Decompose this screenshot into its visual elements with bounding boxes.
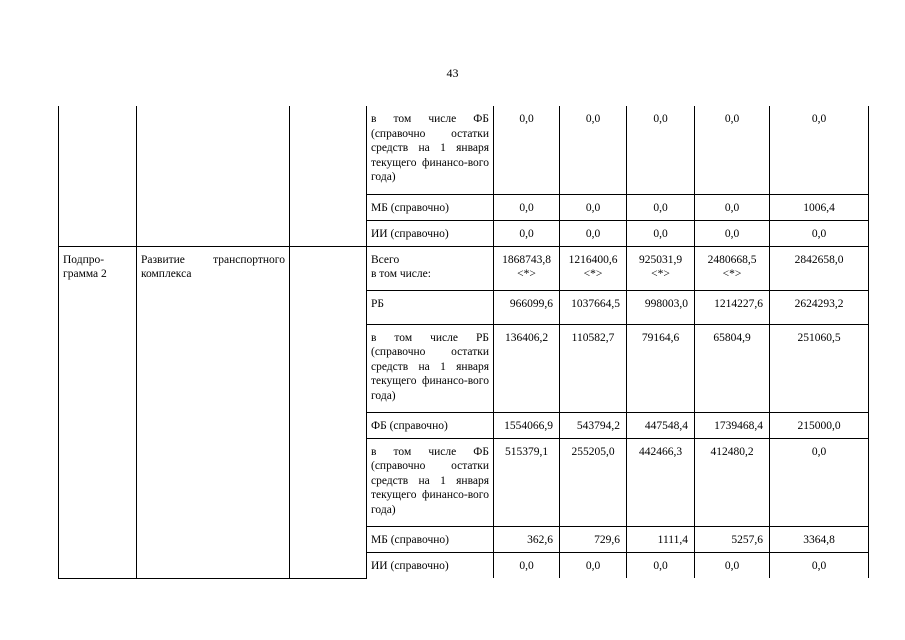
- value-cell-year-2: 0,0: [560, 220, 627, 246]
- value-cell-year-2: 0,0: [560, 194, 627, 220]
- value-cell-year-1: 0,0: [494, 552, 560, 578]
- executor-cell-empty: [290, 106, 367, 246]
- value-cell-year-3: 79164,6: [627, 324, 695, 412]
- value-cell-year-3: 442466,3: [627, 438, 695, 526]
- table-row: [59, 246, 869, 290]
- value-cell-year-1: 1868743,8 <*>: [494, 246, 560, 290]
- description-cell-empty: [137, 106, 290, 246]
- value-cell-year-1: 966099,6: [494, 290, 560, 324]
- value-cell-year-5: 215000,0: [770, 412, 869, 438]
- value-cell-year-5: 2842658,0: [770, 246, 869, 290]
- value-cell-year-1: 136406,2: [494, 324, 560, 412]
- value-cell-year-3: 447548,4: [627, 412, 695, 438]
- value-cell-year-1: 362,6: [494, 526, 560, 552]
- value-cell-year-5: 0,0: [770, 220, 869, 246]
- funding-source-label: ФБ (справочно): [367, 412, 494, 438]
- value-cell-year-4: 0,0: [695, 552, 770, 578]
- value-cell-year-3: 0,0: [627, 552, 695, 578]
- value-cell-year-1: 515379,1: [494, 438, 560, 526]
- value-cell-year-5: 0,0: [770, 552, 869, 578]
- value-cell-year-3: 998003,0: [627, 290, 695, 324]
- value-cell-year-2: 1037664,5: [560, 290, 627, 324]
- funding-source-label: Всего в том числе:: [367, 246, 494, 290]
- subprogram-name: Развитие транспортного комплекса: [137, 246, 290, 578]
- subprogram-label: Подпро- грамма 2: [59, 246, 137, 578]
- value-cell-year-3: 1111,4: [627, 526, 695, 552]
- value-cell-year-5: 251060,5: [770, 324, 869, 412]
- value-cell-year-4: 0,0: [695, 220, 770, 246]
- value-cell-year-2: 543794,2: [560, 412, 627, 438]
- table-row: [59, 106, 869, 194]
- value-cell-year-1: 0,0: [494, 106, 560, 194]
- funding-source-label: в том числе РБ (справочно остатки средств на 1 января текущего финансо-вого года): [367, 324, 494, 412]
- subprogram-cell-empty: [59, 106, 137, 246]
- value-cell-year-3: 925031,9 <*>: [627, 246, 695, 290]
- value-cell-year-2: 0,0: [560, 106, 627, 194]
- value-cell-year-3: 0,0: [627, 194, 695, 220]
- value-cell-year-4: 1739468,4: [695, 412, 770, 438]
- value-cell-year-3: 0,0: [627, 220, 695, 246]
- value-cell-year-5: 0,0: [770, 438, 869, 526]
- funding-source-label: МБ (справочно): [367, 526, 494, 552]
- value-cell-year-1: 1554066,9: [494, 412, 560, 438]
- value-cell-year-4: 0,0: [695, 194, 770, 220]
- funding-source-label: РБ: [367, 290, 494, 324]
- value-cell-year-4: 65804,9: [695, 324, 770, 412]
- value-cell-year-5: 0,0: [770, 106, 869, 194]
- value-cell-year-2: 729,6: [560, 526, 627, 552]
- funding-source-label: ИИ (справочно): [367, 220, 494, 246]
- budget-table: [58, 106, 869, 579]
- value-cell-year-2: 255205,0: [560, 438, 627, 526]
- funding-source-label: в том числе ФБ (справочно остатки средств на 1 января текущего финансо-вого года): [367, 106, 494, 194]
- value-cell-year-4: 1214227,6: [695, 290, 770, 324]
- value-cell-year-4: 0,0: [695, 106, 770, 194]
- value-cell-year-2: 1216400,6 <*>: [560, 246, 627, 290]
- funding-source-label: МБ (справочно): [367, 194, 494, 220]
- value-cell-year-1: 0,0: [494, 194, 560, 220]
- value-cell-year-5: 1006,4: [770, 194, 869, 220]
- value-cell-year-1: 0,0: [494, 220, 560, 246]
- value-cell-year-2: 110582,7: [560, 324, 627, 412]
- value-cell-year-5: 2624293,2: [770, 290, 869, 324]
- value-cell-year-4: 412480,2: [695, 438, 770, 526]
- page-number: 43: [446, 66, 459, 80]
- value-cell-year-4: 5257,6: [695, 526, 770, 552]
- funding-source-label: ИИ (справочно): [367, 552, 494, 578]
- value-cell-year-3: 0,0: [627, 106, 695, 194]
- value-cell-year-2: 0,0: [560, 552, 627, 578]
- funding-source-label: в том числе ФБ (справочно остатки средств на 1 января текущего финансо-вого года): [367, 438, 494, 526]
- executor-cell-empty: [290, 246, 367, 578]
- value-cell-year-5: 3364,8: [770, 526, 869, 552]
- value-cell-year-4: 2480668,5 <*>: [695, 246, 770, 290]
